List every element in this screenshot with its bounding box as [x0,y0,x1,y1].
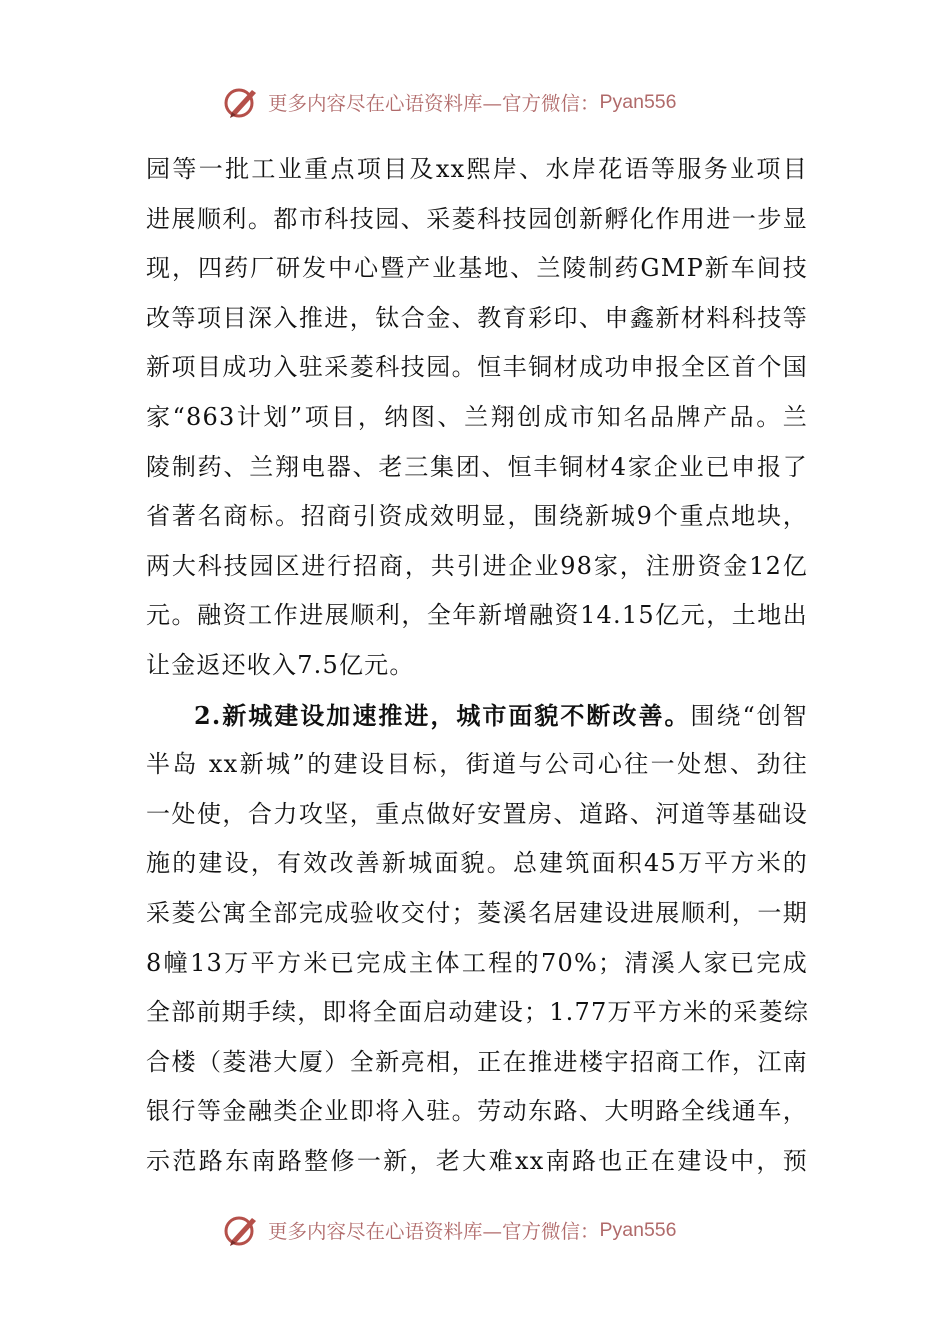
text-line: 银行等金融类企业即将入驻。劳动东路、大明路全线通车， [146,1097,808,1126]
text-line: 新项目成功入驻采菱科技园。恒丰铜材成功申报全区首个国 [146,353,808,382]
document-body [146,145,808,1186]
section-heading: 2.新城建设加速推进，城市面貌不断改善。 [194,700,691,730]
text-line: 陵制药、兰翔电器、老三集团、恒丰铜材4家企业已申报了 [146,452,808,481]
pen-logo-icon [222,1210,262,1250]
section-heading-line [146,691,808,741]
text-line: 合楼（菱港大厦）全新亮相，正在推进楼宇招商工作，江南 [146,1047,808,1076]
pen-logo-icon [222,82,262,122]
footer-banner-text: 更多内容尽在心语资料库—官方微信： [268,1220,600,1243]
text-line: 一处使，合力攻坚，重点做好安置房、道路、河道等基础设 [146,799,808,828]
text-line: 采菱公寓全部完成验收交付；菱溪名居建设进展顺利，一期 [146,898,808,927]
text-line: 两大科技园区进行招商，共引进企业98家，注册资金12亿 [146,551,808,580]
header-banner-text: 更多内容尽在心语资料库—官方微信： [268,92,600,115]
text-line: 现，四药厂研发中心暨产业基地、兰陵制药GMP新车间技 [146,254,808,283]
header-banner [222,82,742,122]
text-line: 元。融资工作进展顺利，全年新增融资14.15亿元，土地出 [146,601,808,630]
text-line: 全部前期手续，即将全面启动建设；1.77万平方米的采菱综 [146,998,810,1027]
text-line: 让金返还收入7.5亿元。 [146,650,415,679]
text-line: 园等一批工业重点项目及xx熙岸、水岸花语等服务业项目 [146,155,808,183]
text-line: 8幢13万平方米已完成主体工程的70%；清溪人家已完成 [146,948,808,977]
text-line: 示范路东南路整修一新，老大难xx南路也正在建设中，预 [146,1146,808,1175]
text-line: 进展顺利。都市科技园、采菱科技园创新孵化作用进一步显 [146,204,808,233]
text-line: 家“863计划”项目，纳图、兰翔创成市知名品牌产品。兰 [146,402,808,431]
text-line: 改等项目深入推进，钛合金、教育彩印、申鑫新材料科技等 [146,303,808,332]
heading-line-rest: 围绕“创智 [690,701,808,730]
text-line: 施的建设，有效改善新城面貌。总建筑面积45万平方米的 [146,849,808,878]
text-line: 半岛 xx新城”的建设目标，街道与公司心往一处想、劲往 [146,750,808,779]
footer-wechat-id: Pyan556 [599,1218,677,1241]
footer-banner [222,1210,742,1250]
header-wechat-id: Pyan556 [599,90,677,113]
text-line: 省著名商标。招商引资成效明显，围绕新城9个重点地块， [146,502,808,531]
